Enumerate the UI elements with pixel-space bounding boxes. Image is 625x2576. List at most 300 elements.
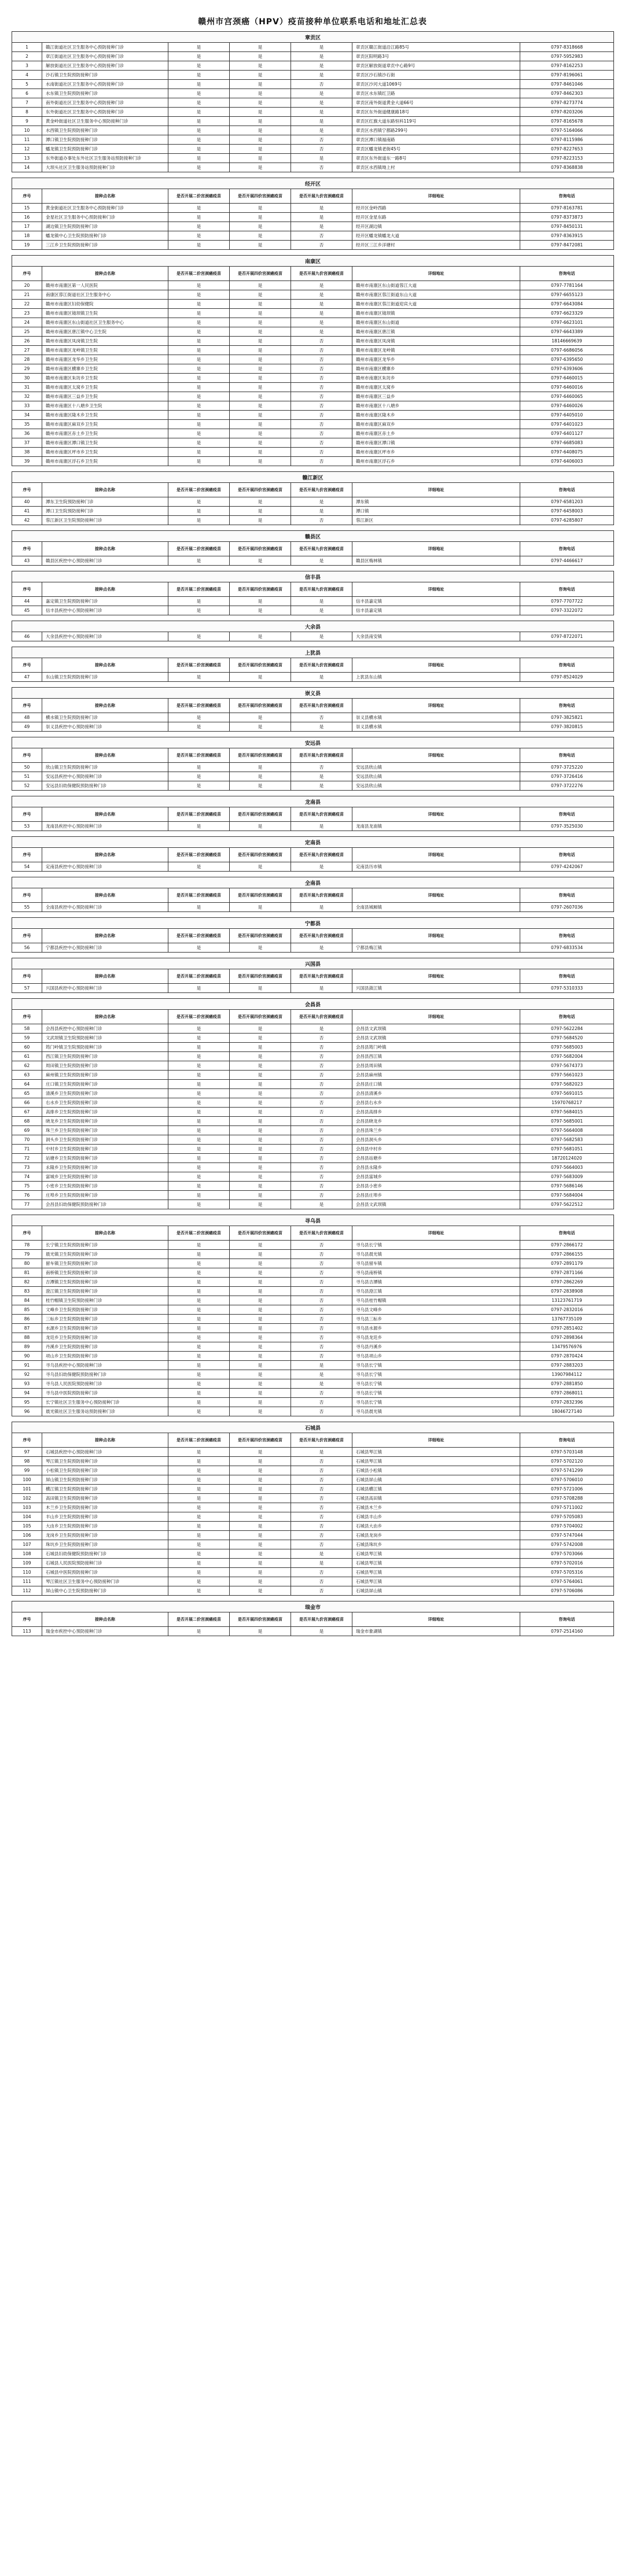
table-cell: 是 [230,1259,291,1268]
table-cell: 75 [12,1182,42,1191]
region-row [12,472,614,483]
table-cell: 是 [168,364,230,374]
table-cell: 是 [168,763,230,772]
header-row [12,267,614,281]
table-row [12,1296,614,1305]
table-cell: 0797-8461046 [520,80,614,89]
region-name: 定南县 [12,837,614,848]
table-cell: 0797-5681051 [520,1145,614,1154]
table-cell: 是 [230,346,291,355]
column-header: 序号 [12,483,42,497]
table-cell: 寻乌县长宁镇 [352,1398,520,1407]
table-cell: 0797-8363915 [520,231,614,241]
column-header: 详细地址 [352,1612,520,1627]
table-cell: 崇义县疾控中心预防接种门诊 [42,722,168,732]
region-name: 瑞金市 [12,1601,614,1612]
table-cell: 文武坝镇卫生院预防接种门诊 [42,1034,168,1043]
column-header: 详细地址 [352,807,520,822]
table-cell: 晨光镇社区卫生服务站预防接种门诊 [42,1407,168,1416]
table-cell: 4 [12,71,42,80]
table-cell: 是 [230,772,291,781]
table-cell: 赣江街道社区卫生服务中心预防接种门诊 [42,43,168,52]
table-cell: 全南县疾控中心预防接种门诊 [42,903,168,912]
table-cell: 83 [12,1287,42,1296]
table-cell: 是 [291,722,352,732]
table-cell: 否 [291,1089,352,1098]
table-cell: 会昌县高排乡 [352,1108,520,1117]
section-spacer [12,872,614,877]
table-cell: 兴国县潋江镇 [352,984,520,993]
table-cell: 是 [230,1135,291,1145]
table-cell: 否 [291,1172,352,1182]
region-row [12,178,614,189]
table-cell: 90 [12,1352,42,1361]
table-cell: 龙南县龙南镇 [352,822,520,831]
region-name: 兴国县 [12,958,614,969]
table-cell: 0797-3322072 [520,606,614,615]
table-cell: 是 [291,1549,352,1559]
table-cell: 是 [230,1407,291,1416]
table-cell: 是 [230,420,291,429]
table-cell: 是 [168,222,230,231]
table-cell: 9 [12,117,42,126]
table-cell: 否 [291,1163,352,1172]
table-cell: 是 [168,1172,230,1182]
header-row [12,542,614,556]
column-header: 是否开展九价宫颈癌疫苗 [291,483,352,497]
region-row [12,647,614,658]
column-header: 详细地址 [352,658,520,673]
column-header: 详细地址 [352,929,520,943]
table-cell: 否 [291,1145,352,1154]
table-cell: 屏山镇中心卫生院预防接种门诊 [42,1586,168,1596]
column-header: 是否开展四价宫颈癌疫苗 [230,1010,291,1024]
table-cell: 0797-5708288 [520,1494,614,1503]
table-cell: 0797-6405010 [520,411,614,420]
table-cell: 石城县小松镇 [352,1466,520,1475]
table-cell: 0797-6395650 [520,355,614,364]
table-cell: 寻乌县南桥镇 [352,1268,520,1278]
column-header: 是否开展九价宫颈癌疫苗 [291,542,352,556]
table-cell: 寻乌县龙廷乡 [352,1333,520,1342]
table-cell: 项山乡卫生院预防接种门诊 [42,1352,168,1361]
table-cell: 章贡区沙河大道1069号 [352,80,520,89]
table-cell: 信丰县嘉定镇 [352,597,520,606]
table-cell: 67 [12,1108,42,1117]
table-cell: 否 [291,1278,352,1287]
column-header: 是否开展二价宫颈癌疫苗 [168,189,230,204]
table-cell: 否 [291,1182,352,1191]
table-cell: 文峰乡卫生院预防接种门诊 [42,1305,168,1315]
table-cell: 是 [168,1296,230,1305]
table-cell: 0797-6401127 [520,429,614,438]
table-cell: 晓龙乡卫生院预防接种门诊 [42,1117,168,1126]
table-row [12,281,614,290]
table-cell: 否 [291,1315,352,1324]
table-cell: 赣州市南康区唐江镇 [352,327,520,337]
table-cell: 潭口卫生院预防接种门诊 [42,507,168,516]
table-row [12,1259,614,1268]
table-cell: 0797-5685001 [520,1117,614,1126]
table-cell: 会昌县右水乡 [352,1098,520,1108]
table-cell: 是 [168,231,230,241]
table-cell: 高田镇卫生院预防接种门诊 [42,1494,168,1503]
header-row [12,1612,614,1627]
region-name: 宁都县 [12,918,614,929]
table-row [12,448,614,457]
column-header: 是否开展九价宫颈癌疫苗 [291,969,352,984]
table-cell: 0797-5747044 [520,1531,614,1540]
table-row [12,1342,614,1352]
table-cell: 20 [12,281,42,290]
table-row [12,763,614,772]
table-cell: 13767735109 [520,1315,614,1324]
table-cell: 是 [168,204,230,213]
table-cell: 是 [230,154,291,163]
table-cell: 0797-2851402 [520,1324,614,1333]
table-cell: 是 [168,281,230,290]
table-cell: 是 [230,1278,291,1287]
table-cell: 是 [168,145,230,154]
table-cell: 是 [168,1627,230,1636]
table-cell: 否 [291,163,352,172]
table-cell: 是 [168,420,230,429]
section-spacer [12,525,614,531]
section-spacer [12,615,614,621]
table-cell: 石城县丰山乡 [352,1512,520,1522]
table-cell: 是 [168,1191,230,1200]
table-cell: 赣州市南康区麻双乡卫生院 [42,420,168,429]
column-header: 咨询电话 [520,267,614,281]
table-cell: 95 [12,1398,42,1407]
table-row [12,429,614,438]
column-header: 是否开展四价宫颈癌疫苗 [230,1612,291,1627]
table-cell: 是 [168,632,230,641]
table-cell: 是 [291,89,352,98]
table-cell: 5 [12,80,42,89]
table-cell: 会昌县文武坝镇 [352,1034,520,1043]
table-cell: 是 [230,1568,291,1577]
table-cell: 是 [291,213,352,222]
table-cell: 54 [12,862,42,872]
table-cell: 是 [291,497,352,507]
column-header: 咨询电话 [520,888,614,903]
table-cell: 是 [168,1370,230,1379]
table-cell: 章贡区东外街道健康路18号 [352,108,520,117]
header-row [12,1226,614,1241]
column-header: 是否开展四价宫颈癌疫苗 [230,658,291,673]
table-cell: 21 [12,290,42,300]
table-cell: 0797-6623101 [520,318,614,327]
column-header: 是否开展四价宫颈癌疫苗 [230,1226,291,1241]
table-cell: 小密乡卫生院预防接种门诊 [42,1182,168,1191]
table-row [12,98,614,108]
table-row [12,1389,614,1398]
table-cell: 0797-6460026 [520,401,614,411]
column-header: 序号 [12,1612,42,1627]
table-cell: 大余县疾控中心预防接种门诊 [42,632,168,641]
table-cell: 是 [230,290,291,300]
region-row [12,958,614,969]
table-cell: 0797-8273774 [520,98,614,108]
table-cell: 章贡区蟠龙镇老街45号 [352,145,520,154]
table-cell: 58 [12,1024,42,1034]
table-cell: 是 [230,80,291,89]
table-row [12,632,614,641]
table-row [12,984,614,993]
table-cell: 是 [291,632,352,641]
table-row [12,1577,614,1586]
table-cell: 0797-4242067 [520,862,614,872]
column-header: 是否开展四价宫颈癌疫苗 [230,929,291,943]
column-header: 接种点名称 [42,848,168,862]
table-cell: 石城县琴江镇 [352,1457,520,1466]
column-header: 序号 [12,267,42,281]
table-cell: 蟠龙镇中心卫生院预防接种门诊 [42,231,168,241]
table-row [12,713,614,722]
table-row [12,117,614,126]
region-row [12,621,614,632]
table-row [12,71,614,80]
table-cell: 是 [291,772,352,781]
table-cell: 水西镇卫生院预防接种门诊 [42,126,168,135]
header-row [12,929,614,943]
table-cell: 24 [12,318,42,327]
table-cell: 是 [291,943,352,953]
table-cell: 章贡区水西镇宁都路299号 [352,126,520,135]
table-row [12,597,614,606]
table-cell: 否 [291,80,352,89]
table-cell: 是 [168,1061,230,1071]
table-cell: 是 [168,1154,230,1163]
table-cell: 是 [230,145,291,154]
table-cell: 0797-6623329 [520,309,614,318]
table-row [12,507,614,516]
table-cell: 否 [291,1296,352,1305]
table-row [12,1324,614,1333]
table-cell: 71 [12,1145,42,1154]
table-cell: 赣州市南康区龙华乡卫生院 [42,355,168,364]
table-cell: 否 [291,1457,352,1466]
column-header: 序号 [12,1433,42,1448]
table-cell: 是 [168,1485,230,1494]
column-header: 咨询电话 [520,699,614,713]
table-cell: 是 [230,1540,291,1549]
table-cell: 是 [291,1379,352,1389]
table-row [12,1250,614,1259]
table-cell: 35 [12,420,42,429]
table-cell: 是 [230,126,291,135]
column-header: 咨询电话 [520,807,614,822]
table-row [12,943,614,953]
table-cell: 否 [291,1333,352,1342]
table-row [12,1200,614,1209]
table-cell: 是 [168,1549,230,1559]
table-cell: 是 [168,1241,230,1250]
table-cell: 寻乌县文峰乡 [352,1305,520,1315]
table-cell: 12 [12,145,42,154]
table-cell: 是 [168,374,230,383]
table-cell: 13 [12,154,42,163]
table-row [12,1098,614,1108]
table-cell: 109 [12,1559,42,1568]
table-row [12,438,614,448]
table-cell: 93 [12,1379,42,1389]
column-header: 序号 [12,848,42,862]
table-cell: 46 [12,632,42,641]
table-cell: 0797-2838908 [520,1287,614,1296]
table-cell: 晨光镇卫生院预防接种门诊 [42,1250,168,1259]
header-row [12,888,614,903]
table-cell: 小松镇卫生院预防接种门诊 [42,1466,168,1475]
table-row [12,364,614,374]
table-cell: 18720124020 [520,1154,614,1163]
table-cell: 是 [291,862,352,872]
table-cell: 寻乌县妇幼保健院预防接种门诊 [42,1370,168,1379]
column-header: 是否开展九价宫颈癌疫苗 [291,929,352,943]
table-cell: 0797-3725220 [520,763,614,772]
region-row [12,796,614,807]
table-row [12,1305,614,1315]
table-row [12,822,614,831]
table-cell: 是 [168,497,230,507]
table-cell: 是 [168,154,230,163]
table-cell: 0797-5691015 [520,1089,614,1098]
table-cell: 是 [230,1268,291,1278]
table-cell: 否 [291,145,352,154]
table-cell: 是 [230,1024,291,1034]
table-row [12,1108,614,1117]
table-cell: 0797-2866155 [520,1250,614,1259]
table-cell: 是 [230,318,291,327]
table-cell: 是 [230,1361,291,1370]
table-cell: 64 [12,1080,42,1089]
table-cell: 否 [291,713,352,722]
table-cell: 否 [291,1126,352,1135]
table-row [12,1549,614,1559]
table-cell: 会昌县永隆乡 [352,1163,520,1172]
table-cell: 16 [12,213,42,222]
table-row [12,1531,614,1540]
column-header: 是否开展二价宫颈癌疫苗 [168,807,230,822]
header-row [12,1010,614,1024]
table-cell: 否 [291,1034,352,1043]
table-row [12,1182,614,1191]
table-cell: 寻乌县长宁镇 [352,1361,520,1370]
table-cell: 72 [12,1154,42,1163]
table-cell: 是 [168,241,230,250]
table-cell: 赣州市南康区东山街道蓉江大道 [352,281,520,290]
table-cell: 石城县人民医院预防接种门诊 [42,1559,168,1568]
table-cell: 0797-8373873 [520,213,614,222]
table-row [12,1333,614,1342]
table-cell: 是 [168,71,230,80]
table-cell: 是 [168,516,230,525]
table-cell: 章贡区沙石镇沙石街 [352,71,520,80]
table-cell: 是 [291,1448,352,1457]
table-row [12,1627,614,1636]
table-cell: 大坝头社区卫生服务站预防接种门诊 [42,163,168,172]
table-cell: 88 [12,1333,42,1342]
table-row [12,355,614,364]
table-cell: 0797-2891179 [520,1259,614,1268]
column-header: 是否开展九价宫颈癌疫苗 [291,189,352,204]
table-cell: 是 [230,364,291,374]
table-cell: 宁都县梅江镇 [352,943,520,953]
table-cell: 是 [230,392,291,401]
table-cell: 石城县屏山镇 [352,1475,520,1485]
table-cell: 102 [12,1494,42,1503]
table-cell: 否 [291,420,352,429]
table-cell: 是 [168,80,230,89]
table-cell: 是 [291,61,352,71]
table-row [12,1466,614,1475]
column-header: 接种点名称 [42,969,168,984]
table-cell: 43 [12,556,42,566]
table-cell: 赣州市南康区唐江镇中心卫生院 [42,327,168,337]
table-cell: 是 [168,135,230,145]
table-cell: 是 [230,1182,291,1191]
table-cell: 否 [291,763,352,772]
table-cell: 章贡区潭口镇福南路 [352,135,520,145]
header-row [12,1433,614,1448]
column-header: 是否开展二价宫颈癌疫苗 [168,1612,230,1627]
table-cell: 石城县妇幼保健院预防接种门诊 [42,1549,168,1559]
table-cell: 是 [230,1315,291,1324]
table-cell: 龙廷乡卫生院预防接种门诊 [42,1333,168,1342]
table-cell: 29 [12,364,42,374]
table-cell: 是 [230,597,291,606]
table-cell: 赣州市南康区十八塘乡卫生院 [42,401,168,411]
table-cell: 62 [12,1061,42,1071]
table-cell: 是 [168,722,230,732]
table-cell: 否 [291,1568,352,1577]
region-name: 会昌县 [12,999,614,1010]
table-cell: 是 [230,1287,291,1296]
column-header: 是否开展四价宫颈癌疫苗 [230,748,291,763]
table-cell: 是 [230,507,291,516]
table-cell: 0797-8162253 [520,61,614,71]
table-cell: 经开区金星东路 [352,213,520,222]
table-cell: 长宁镇社区卫生服务中心预防接种门诊 [42,1398,168,1407]
table-cell: 澄江镇卫生院预防接种门诊 [42,1287,168,1296]
table-cell: 是 [230,822,291,831]
table-cell: 是 [168,392,230,401]
table-cell: 39 [12,457,42,466]
table-cell: 是 [230,429,291,438]
table-cell: 73 [12,1163,42,1172]
table-cell: 是 [168,1559,230,1568]
section-spacer [12,1596,614,1601]
table-cell: 0797-5705083 [520,1512,614,1522]
header-row [12,748,614,763]
table-row [12,1024,614,1034]
table-cell: 会昌县疾控中心预防接种门诊 [42,1024,168,1034]
table-cell: 否 [291,355,352,364]
table-cell: 石城县横江镇 [352,1485,520,1494]
table-cell: 赣州市南康区潭口镇卫生院 [42,438,168,448]
table-cell: 0797-3820815 [520,722,614,732]
table-cell: 否 [291,1503,352,1512]
column-header: 详细地址 [352,969,520,984]
table-cell: 0797-8722071 [520,632,614,641]
table-cell: 是 [168,355,230,364]
table-cell: 是 [168,1043,230,1052]
table-cell: 否 [291,401,352,411]
table-cell: 是 [168,98,230,108]
table-cell: 大余县南安镇 [352,632,520,641]
table-cell: 赣州市南康区朱坊乡卫生院 [42,374,168,383]
